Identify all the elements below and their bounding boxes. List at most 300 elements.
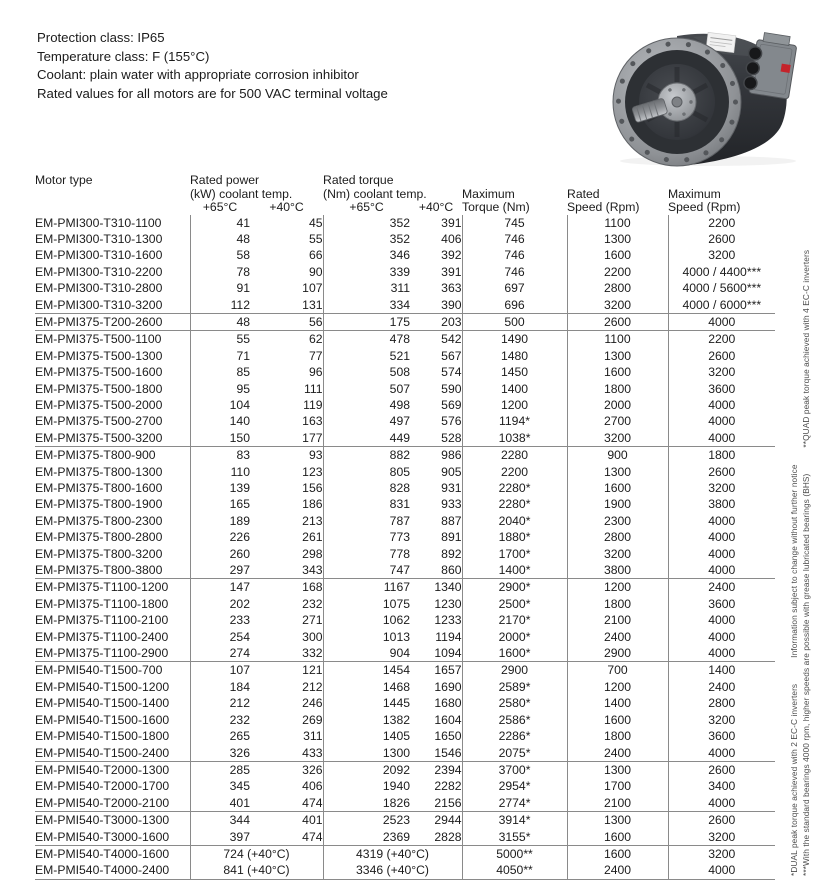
cell-motor-type: EM-PMI300-T310-1300 xyxy=(35,231,163,246)
cell-motor-type: EM-PMI375-T500-2000 xyxy=(35,397,163,412)
cell-max-torque: 746 xyxy=(462,247,567,263)
table-row xyxy=(35,381,775,397)
cell-rated-speed: 1600 xyxy=(567,829,668,846)
cell-max-speed: 1800 xyxy=(668,447,775,464)
table-row xyxy=(35,430,775,447)
cell-torque-65: 521 xyxy=(323,348,410,364)
cell-motor-type: EM-PMI540-T3000-1300 xyxy=(35,812,190,829)
cell-torque-40: 1604 xyxy=(434,712,462,727)
cell-motor-type: EM-PMI375-T500-1100 xyxy=(35,331,190,348)
table-row xyxy=(35,464,775,480)
table-row xyxy=(35,280,775,296)
cell-max-speed: 3600 xyxy=(668,596,775,612)
table-row xyxy=(35,231,775,247)
cell-rated-speed: 2800 xyxy=(567,529,668,545)
cell-max-speed: 4000 xyxy=(668,313,775,330)
cell-motor-type: EM-PMI300-T310-1600 xyxy=(35,248,163,263)
cell-max-speed: 4000 xyxy=(668,430,775,447)
cell-power-65: 55 xyxy=(190,331,250,348)
cell-motor-type: EM-PMI300-T310-2200 xyxy=(35,264,163,279)
cell-torque-65: 497 xyxy=(323,413,410,429)
cell-torque-65: 1013 xyxy=(323,629,410,645)
cell-torque-65: 352 xyxy=(323,215,410,231)
cell-rated-speed: 2600 xyxy=(567,313,668,330)
cell-power-40: 107 xyxy=(302,281,323,296)
cell-torque-40: 2394 xyxy=(410,761,462,778)
cell-max-speed: 4000 xyxy=(668,629,775,645)
cell-power-65: 91 xyxy=(190,280,250,296)
cell-rated-speed: 1400 xyxy=(567,695,668,711)
spec-table-head xyxy=(35,174,775,215)
cell-power-40: 66 xyxy=(308,248,323,263)
cell-max-speed: 4000 xyxy=(668,745,775,762)
cell-rated-speed: 1200 xyxy=(567,579,668,596)
cell-power-65: 260 xyxy=(190,546,250,562)
table-row xyxy=(35,778,775,794)
table-row xyxy=(35,629,775,645)
cell-power-65: 184 xyxy=(190,679,250,695)
header-max-speed-line1: Maximum xyxy=(668,187,721,201)
cell-rated-speed: 2700 xyxy=(567,413,668,429)
cell-rated-speed: 1300 xyxy=(567,348,668,364)
cell-rated-speed: 1600 xyxy=(567,712,668,728)
cell-motor-type: EM-PMI375-T500-1300 xyxy=(35,348,163,363)
cell-rated-speed: 1200 xyxy=(567,679,668,695)
cell-torque-65: 1062 xyxy=(323,612,410,628)
cell-torque-40: 574 xyxy=(441,365,462,380)
cell-rated-speed: 700 xyxy=(567,662,668,679)
cell-power-65: 254 xyxy=(190,629,250,645)
cell-torque-65: 507 xyxy=(323,381,410,397)
cell-max-torque: 2774* xyxy=(462,795,567,812)
cell-power-65: 233 xyxy=(190,612,250,628)
cell-torque-65: 498 xyxy=(323,397,410,413)
cell-power-40: 168 xyxy=(250,579,323,596)
footnote-bearings: ***With the standard bearings 4000 rpm, higher speeds are possible with grease lubricated bearings (BHS) xyxy=(801,473,811,876)
cell-max-speed: 2600 xyxy=(668,761,775,778)
cell-power-65: 265 xyxy=(190,728,250,744)
table-row xyxy=(35,331,775,348)
cell-max-torque: 4050** xyxy=(462,862,567,879)
cell-rated-speed: 1300 xyxy=(567,231,668,247)
footnote-vertical-outer xyxy=(801,250,811,876)
cell-max-torque: 1600* xyxy=(462,645,567,662)
cell-torque-40: 2156 xyxy=(434,795,462,810)
cell-torque-65: 904 xyxy=(323,645,410,662)
cell-max-speed: 4000 xyxy=(668,562,775,579)
cell-torque-65: 1075 xyxy=(323,596,410,612)
cell-torque-40: 1657 xyxy=(410,662,462,679)
table-row xyxy=(35,297,775,314)
cell-motor-type: EM-PMI375-T1100-2900 xyxy=(35,646,169,661)
cell-max-torque: 2040* xyxy=(462,513,567,529)
cell-max-speed: 4000 xyxy=(668,612,775,628)
cell-max-torque: 1880* xyxy=(462,529,567,545)
table-row xyxy=(35,829,775,846)
cell-motor-type: EM-PMI375-T800-1600 xyxy=(35,481,163,495)
table-row xyxy=(35,562,775,579)
cell-rated-speed: 3200 xyxy=(567,546,668,562)
cell-torque-40: 567 xyxy=(441,348,462,363)
cell-rated-speed: 2800 xyxy=(567,280,668,296)
cell-rated-speed: 2900 xyxy=(567,645,668,662)
cell-max-speed: 2600 xyxy=(668,348,775,364)
table-row xyxy=(35,761,775,778)
cell-max-speed: 4000 xyxy=(668,645,775,662)
table-row xyxy=(35,728,775,744)
cell-motor-type: EM-PMI375-T200-2600 xyxy=(35,313,190,330)
cell-power-40: 212 xyxy=(302,679,323,694)
cell-rated-speed: 900 xyxy=(567,447,668,464)
cell-torque-65: 1300 xyxy=(323,745,410,762)
cell-motor-type: EM-PMI300-T310-1100 xyxy=(35,215,162,230)
cell-max-torque: 5000** xyxy=(462,845,567,862)
cell-motor-type: EM-PMI375-T500-1800 xyxy=(35,381,163,396)
cell-torque-40: 392 xyxy=(441,248,462,263)
cell-motor-type: EM-PMI540-T2000-1700 xyxy=(35,779,170,794)
cell-torque-40: 1233 xyxy=(434,613,462,628)
cell-max-torque: 500 xyxy=(462,313,567,330)
footnote-vertical-inner xyxy=(789,464,799,876)
cell-torque-40: 1194 xyxy=(435,629,462,644)
table-row xyxy=(35,579,775,596)
cell-max-speed: 4000 / 5600*** xyxy=(668,280,775,296)
header-rated-speed-line1: Rated xyxy=(567,187,600,201)
table-row xyxy=(35,496,775,512)
cell-motor-type: EM-PMI300-T310-2800 xyxy=(35,281,163,296)
cell-power-65: 226 xyxy=(190,529,250,545)
cell-motor-type: EM-PMI375-T1100-2100 xyxy=(35,613,169,628)
cell-torque-40: 363 xyxy=(441,281,462,296)
cell-rated-speed: 2100 xyxy=(567,612,668,628)
cell-max-torque: 2075* xyxy=(462,745,567,762)
cell-torque-40: 576 xyxy=(441,414,462,429)
cell-power-40: 56 xyxy=(250,313,323,330)
cell-max-torque: 1400 xyxy=(462,381,567,397)
protection-class-line: Protection class: IP65 xyxy=(37,30,165,45)
cell-rated-speed: 1900 xyxy=(567,496,668,512)
cell-power-40: 55 xyxy=(308,231,323,246)
cell-torque-40: 528 xyxy=(441,430,462,445)
cell-power-65: 104 xyxy=(190,397,250,413)
cell-power-65: 212 xyxy=(190,695,250,711)
cell-power-40: 213 xyxy=(302,513,323,528)
table-row xyxy=(35,413,775,429)
cell-torque-65: 1405 xyxy=(323,728,410,744)
cell-max-torque: 2200 xyxy=(462,464,567,480)
header-rated-speed-line2: Speed (Rpm) xyxy=(567,201,640,214)
cell-torque-40: 1650 xyxy=(434,729,462,744)
table-row xyxy=(35,313,775,330)
cell-torque-combined: 3346 (+40°C) xyxy=(323,862,462,879)
cell-rated-speed: 1300 xyxy=(567,812,668,829)
cell-torque-40: 2828 xyxy=(434,829,462,844)
cell-motor-type: EM-PMI540-T1500-1200 xyxy=(35,679,170,694)
cell-power-65: 297 xyxy=(190,562,250,579)
cell-rated-speed: 1600 xyxy=(567,480,668,496)
cell-torque-65: 339 xyxy=(323,264,410,280)
cell-rated-speed: 1800 xyxy=(567,728,668,744)
cell-torque-40: 891 xyxy=(441,530,462,545)
info-block xyxy=(37,29,388,104)
cell-power-65: 274 xyxy=(190,645,250,662)
cell-max-speed: 2800 xyxy=(668,695,775,711)
spec-table-wrap xyxy=(35,174,775,880)
cell-motor-type: EM-PMI375-T1100-1800 xyxy=(35,596,169,611)
cell-power-65: 397 xyxy=(190,829,250,846)
cell-torque-40: 391 xyxy=(441,215,462,230)
cell-motor-type: EM-PMI375-T500-2700 xyxy=(35,414,163,429)
cell-max-speed: 2600 xyxy=(668,812,775,829)
cell-torque-65: 1382 xyxy=(323,712,410,728)
cell-torque-40: 391 xyxy=(441,264,462,279)
cell-power-65: 285 xyxy=(190,761,250,778)
cell-max-speed: 2600 xyxy=(668,464,775,480)
cell-motor-type: EM-PMI540-T2000-2100 xyxy=(35,795,170,810)
cell-max-torque: 1480 xyxy=(462,348,567,364)
cell-power-65: 140 xyxy=(190,413,250,429)
cell-torque-65: 334 xyxy=(323,297,410,314)
cell-torque-40: 542 xyxy=(410,331,462,348)
cell-rated-speed: 2000 xyxy=(567,397,668,413)
cell-rated-speed: 2300 xyxy=(567,513,668,529)
cell-max-speed: 3800 xyxy=(668,496,775,512)
cell-torque-65: 311 xyxy=(323,280,410,296)
table-row xyxy=(35,745,775,762)
header-spacer-4 xyxy=(35,188,190,202)
cell-torque-40: 569 xyxy=(441,397,462,412)
cell-max-speed: 4000 / 4400*** xyxy=(668,264,775,280)
table-row xyxy=(35,397,775,413)
cell-rated-speed: 2400 xyxy=(567,629,668,645)
cell-power-40: 326 xyxy=(250,761,323,778)
cell-max-speed: 2200 xyxy=(668,331,775,348)
cell-power-65: 71 xyxy=(190,348,250,364)
cell-power-65: 165 xyxy=(190,496,250,512)
cell-max-speed: 2200 xyxy=(668,215,775,231)
cell-torque-40: 1340 xyxy=(410,579,462,596)
cell-motor-type: EM-PMI540-T1500-1800 xyxy=(35,729,170,744)
cell-torque-65: 478 xyxy=(323,331,410,348)
cell-torque-65: 778 xyxy=(323,546,410,562)
cell-power-65: 147 xyxy=(190,579,250,596)
cell-power-65: 107 xyxy=(190,662,250,679)
cell-motor-type: EM-PMI540-T1500-1600 xyxy=(35,712,170,727)
cell-max-speed: 3600 xyxy=(668,728,775,744)
header-spacer-3 xyxy=(668,174,775,188)
cell-max-speed: 3400 xyxy=(668,778,775,794)
cell-rated-speed: 1300 xyxy=(567,761,668,778)
cell-max-torque: 1038* xyxy=(462,430,567,447)
cell-max-torque: 2589* xyxy=(462,679,567,695)
header-max-torque-line2: Torque (Nm) xyxy=(462,201,530,214)
cell-power-65: 326 xyxy=(190,745,250,762)
cell-power-40: 121 xyxy=(250,662,323,679)
cell-torque-65: 805 xyxy=(323,464,410,480)
header-spacer-2 xyxy=(567,174,668,188)
cell-motor-type: EM-PMI375-T500-3200 xyxy=(35,430,163,445)
table-row xyxy=(35,812,775,829)
cell-power-40: 474 xyxy=(302,795,323,810)
cell-power-40: 343 xyxy=(302,563,323,578)
header-motor-type: Motor type xyxy=(35,174,93,187)
cell-rated-speed: 1800 xyxy=(567,381,668,397)
table-row xyxy=(35,264,775,280)
header-power-temp-40: +40°C xyxy=(269,201,304,214)
cell-torque-40: 931 xyxy=(441,481,462,495)
cell-torque-65: 449 xyxy=(323,430,410,447)
cell-torque-combined: 4319 (+40°C) xyxy=(323,845,462,862)
cell-torque-40: 1680 xyxy=(434,696,462,711)
cell-torque-65: 787 xyxy=(323,513,410,529)
cell-max-torque: 2580* xyxy=(462,695,567,711)
cell-max-speed: 2600 xyxy=(668,231,775,247)
cell-motor-type: EM-PMI375-T800-3200 xyxy=(35,546,163,561)
cell-power-40: 261 xyxy=(302,530,323,545)
cell-max-speed: 4000 xyxy=(668,413,775,429)
motor-photo-illustration xyxy=(603,10,813,168)
cell-max-torque: 3155* xyxy=(462,829,567,846)
cell-max-torque: 1400* xyxy=(462,562,567,579)
cell-power-40: 298 xyxy=(302,546,323,561)
cell-max-torque: 2280* xyxy=(462,480,567,496)
table-row xyxy=(35,596,775,612)
spec-table-body xyxy=(35,215,775,880)
cell-power-40: 269 xyxy=(302,712,323,727)
cell-torque-40: 892 xyxy=(441,546,462,561)
cell-rated-speed: 1700 xyxy=(567,778,668,794)
motor-photo xyxy=(603,10,813,168)
cell-max-speed: 4000 xyxy=(668,795,775,812)
cell-max-torque: 2586* xyxy=(462,712,567,728)
cell-max-speed: 3200 xyxy=(668,247,775,263)
table-row xyxy=(35,513,775,529)
cell-torque-40: 2944 xyxy=(410,812,462,829)
cell-motor-type: EM-PMI375-T500-1600 xyxy=(35,365,163,380)
cell-torque-65: 508 xyxy=(323,364,410,380)
table-row xyxy=(35,348,775,364)
footnote-dual: *DUAL peak torque achieved with 2 EC-C inverters xyxy=(789,683,799,876)
cell-power-65: 344 xyxy=(190,812,250,829)
cell-max-speed: 3200 xyxy=(668,364,775,380)
cell-max-torque: 2280 xyxy=(462,447,567,464)
cell-rated-speed: 1300 xyxy=(567,464,668,480)
cell-max-speed: 3200 xyxy=(668,712,775,728)
cell-torque-65: 175 xyxy=(323,313,410,330)
cell-torque-65: 747 xyxy=(323,562,410,579)
cell-motor-type: EM-PMI375-T800-2300 xyxy=(35,513,163,528)
cell-power-65: 139 xyxy=(190,480,250,496)
cell-rated-speed: 3200 xyxy=(567,297,668,314)
header-max-speed-line2: Speed (Rpm) xyxy=(668,201,741,214)
table-row xyxy=(35,662,775,679)
rated-values-line: Rated values for all motors are for 500 VAC terminal voltage xyxy=(37,86,388,102)
cell-torque-40: 986 xyxy=(410,447,462,464)
cell-motor-type: EM-PMI375-T800-1900 xyxy=(35,497,163,512)
cell-motor-type: EM-PMI540-T1500-1400 xyxy=(35,696,170,711)
cell-max-torque: 697 xyxy=(462,280,567,296)
cell-max-speed: 3200 xyxy=(668,480,775,496)
cell-torque-40: 406 xyxy=(441,231,462,246)
cell-motor-type: EM-PMI540-T1500-2400 xyxy=(35,745,170,760)
cell-power-40: 123 xyxy=(302,464,323,479)
cell-power-65: 85 xyxy=(190,364,250,380)
cell-power-65: 48 xyxy=(190,231,250,247)
cell-power-65: 78 xyxy=(190,264,250,280)
cell-torque-65: 773 xyxy=(323,529,410,545)
cell-torque-40: 1690 xyxy=(434,679,462,694)
cell-power-40: 62 xyxy=(250,331,323,348)
cell-max-speed: 4000 / 6000*** xyxy=(668,297,775,314)
cell-motor-type: EM-PMI375-T800-3800 xyxy=(35,563,163,578)
cell-rated-speed: 1800 xyxy=(567,596,668,612)
cell-max-speed: 4000 xyxy=(668,546,775,562)
spec-table xyxy=(35,174,775,880)
cell-torque-40: 887 xyxy=(441,513,462,528)
cell-motor-type: EM-PMI540-T1500-700 xyxy=(35,662,190,679)
cell-torque-65: 1454 xyxy=(323,662,410,679)
cell-power-65: 41 xyxy=(190,215,250,231)
cell-motor-type: EM-PMI375-T800-2800 xyxy=(35,530,163,545)
cell-motor-type: EM-PMI300-T310-3200 xyxy=(35,297,163,312)
cell-max-speed: 4000 xyxy=(668,397,775,413)
cell-torque-65: 1468 xyxy=(323,679,410,695)
table-row xyxy=(35,447,775,464)
cell-rated-speed: 2400 xyxy=(567,745,668,762)
cell-torque-65: 828 xyxy=(323,480,410,496)
cell-power-40: 246 xyxy=(302,696,323,711)
cell-power-65: 345 xyxy=(190,778,250,794)
header-power-temp-65: +65°C xyxy=(202,201,238,214)
cell-max-speed: 4000 xyxy=(668,862,775,879)
cell-max-torque: 2954* xyxy=(462,778,567,794)
header-max-torque-line1: Maximum xyxy=(462,187,515,201)
cell-power-65: 58 xyxy=(190,247,250,263)
cell-power-40: 156 xyxy=(302,481,323,495)
cell-torque-65: 2523 xyxy=(323,812,410,829)
cell-max-torque: 2000* xyxy=(462,629,567,645)
cell-power-65: 401 xyxy=(190,795,250,812)
cell-torque-65: 831 xyxy=(323,496,410,512)
cell-power-40: 271 xyxy=(302,613,323,628)
cell-rated-speed: 2200 xyxy=(567,264,668,280)
cell-motor-type: EM-PMI375-T800-900 xyxy=(35,447,190,464)
cell-power-40: 163 xyxy=(302,414,323,429)
header-torque-temp-65: +65°C xyxy=(349,201,384,214)
cell-power-65: 83 xyxy=(190,447,250,464)
cell-torque-40: 933 xyxy=(441,497,462,512)
cell-rated-speed: 1600 xyxy=(567,845,668,862)
cell-power-65: 112 xyxy=(190,297,250,314)
table-row xyxy=(35,480,775,496)
cell-torque-65: 1826 xyxy=(323,795,410,812)
header-rated-torque-unit: (Nm) coolant temp. xyxy=(323,187,427,201)
cell-torque-65: 1445 xyxy=(323,695,410,711)
cell-max-speed: 2400 xyxy=(668,679,775,695)
header-spacer-5 xyxy=(35,201,190,215)
cell-power-65: 95 xyxy=(190,381,250,397)
cell-max-speed: 4000 xyxy=(668,513,775,529)
table-row xyxy=(35,845,775,862)
cell-max-speed: 3200 xyxy=(668,845,775,862)
cell-power-40: 406 xyxy=(302,779,323,794)
cell-max-torque: 3700* xyxy=(462,761,567,778)
cell-power-40: 401 xyxy=(250,812,323,829)
cell-torque-65: 2369 xyxy=(323,829,410,846)
cell-max-torque: 745 xyxy=(462,215,567,231)
cell-power-40: 186 xyxy=(302,497,323,512)
cell-power-40: 131 xyxy=(302,297,323,312)
